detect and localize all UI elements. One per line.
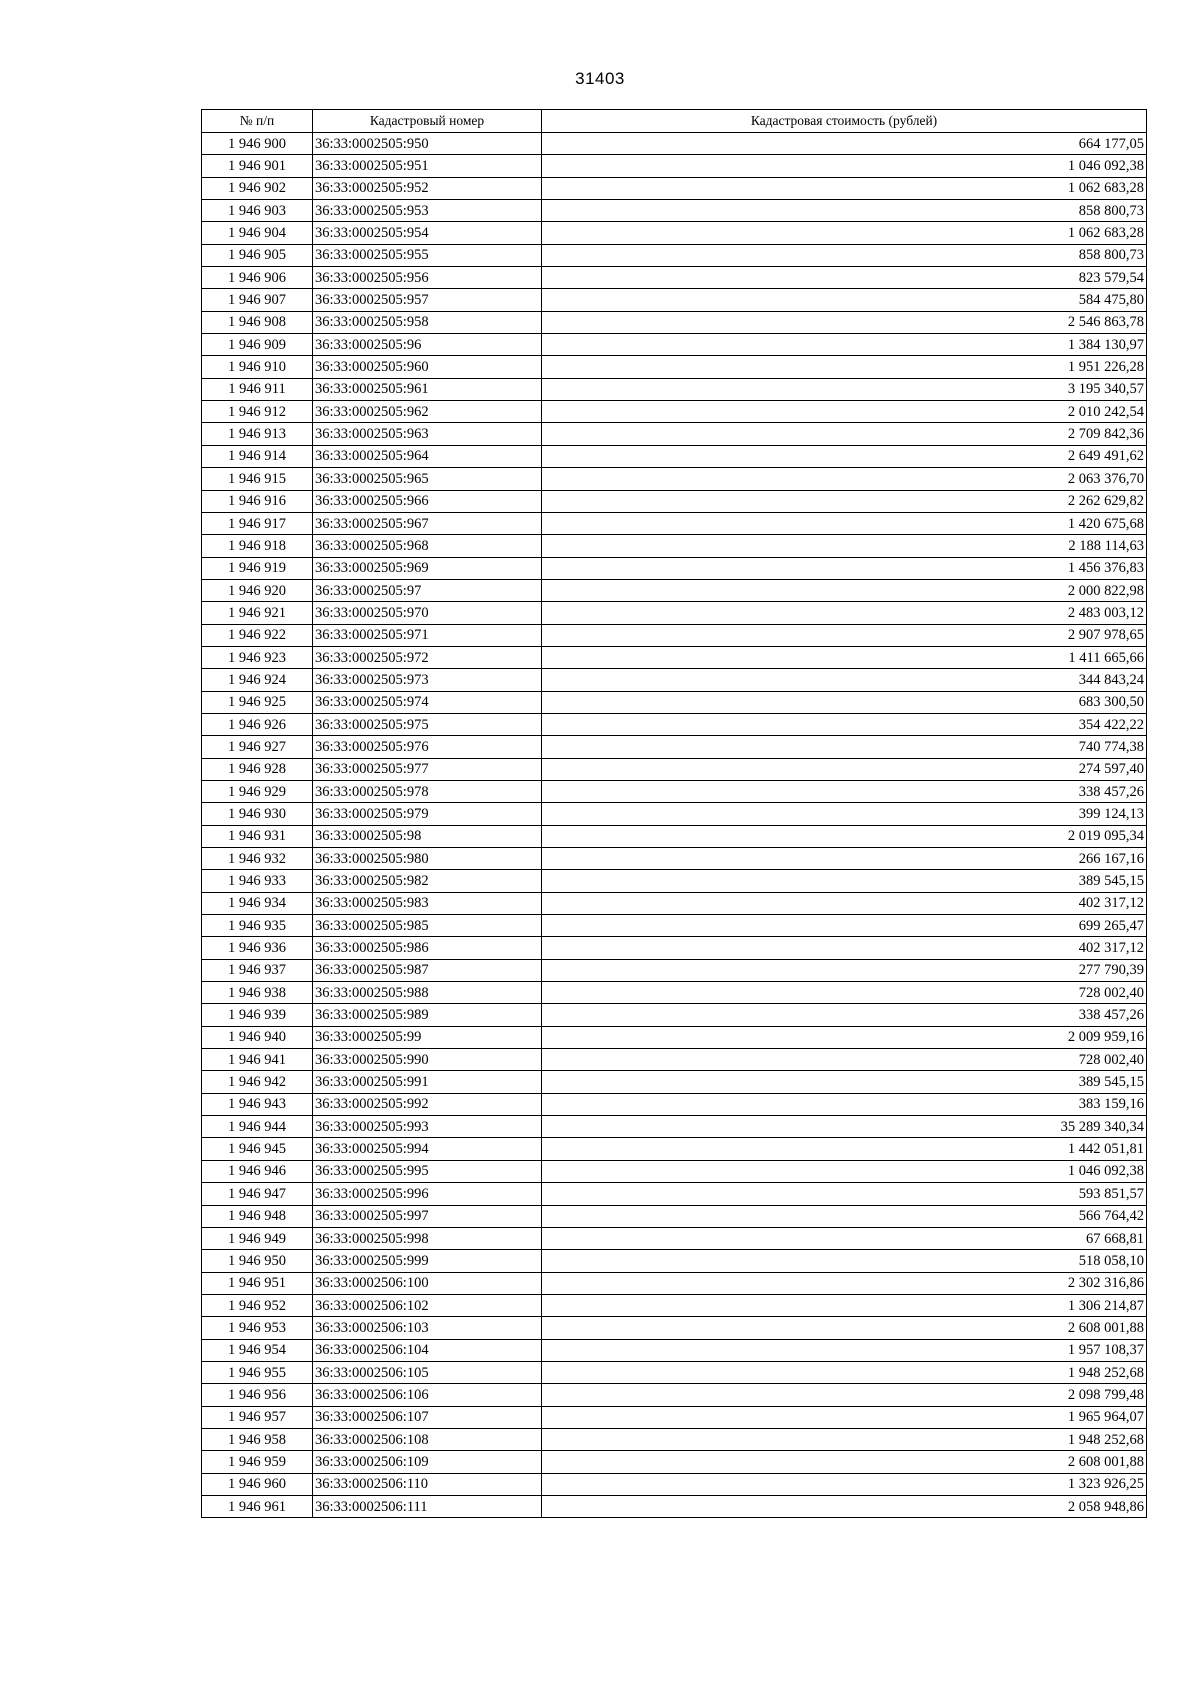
cadastral-number-cell: 36:33:0002506:108	[313, 1428, 542, 1450]
row-number-cell: 1 946 923	[202, 646, 313, 668]
cadastral-number-cell: 36:33:0002505:985	[313, 915, 542, 937]
row-number-cell: 1 946 924	[202, 669, 313, 691]
table-row	[202, 1071, 1147, 1093]
table-row	[202, 311, 1147, 333]
cadastral-value-cell: 2 302 316,86	[542, 1272, 1147, 1294]
cadastral-number-cell: 36:33:0002505:997	[313, 1205, 542, 1227]
cadastral-number-cell: 36:33:0002505:964	[313, 445, 542, 467]
row-number-cell: 1 946 909	[202, 334, 313, 356]
cadastral-number-cell: 36:33:0002505:958	[313, 311, 542, 333]
row-number-cell: 1 946 944	[202, 1116, 313, 1138]
cadastral-value-cell: 2 000 822,98	[542, 579, 1147, 601]
row-number-cell: 1 946 933	[202, 870, 313, 892]
row-number-cell: 1 946 916	[202, 490, 313, 512]
table-row	[202, 468, 1147, 490]
cadastral-value-cell: 1 957 108,37	[542, 1339, 1147, 1361]
row-number-cell: 1 946 931	[202, 825, 313, 847]
table-row	[202, 1406, 1147, 1428]
table-row	[202, 289, 1147, 311]
table-row	[202, 177, 1147, 199]
cadastral-number-cell: 36:33:0002506:111	[313, 1495, 542, 1517]
table-row	[202, 915, 1147, 937]
cadastral-value-cell: 2 019 095,34	[542, 825, 1147, 847]
cadastral-number-cell: 36:33:0002505:988	[313, 982, 542, 1004]
table-row	[202, 512, 1147, 534]
row-number-cell: 1 946 929	[202, 780, 313, 802]
row-number-cell: 1 946 907	[202, 289, 313, 311]
cadastral-number-cell: 36:33:0002505:957	[313, 289, 542, 311]
row-number-cell: 1 946 908	[202, 311, 313, 333]
table-row	[202, 1049, 1147, 1071]
cadastral-value-cell: 344 843,24	[542, 669, 1147, 691]
row-number-cell: 1 946 920	[202, 579, 313, 601]
cadastral-value-cell: 728 002,40	[542, 982, 1147, 1004]
table-row	[202, 1294, 1147, 1316]
row-number-cell: 1 946 947	[202, 1183, 313, 1205]
cadastral-value-cell: 2 608 001,88	[542, 1451, 1147, 1473]
row-number-cell: 1 946 938	[202, 982, 313, 1004]
table-row	[202, 646, 1147, 668]
cadastral-value-cell: 2 188 114,63	[542, 535, 1147, 557]
cadastral-number-cell: 36:33:0002505:952	[313, 177, 542, 199]
cadastral-value-cell: 858 800,73	[542, 200, 1147, 222]
cadastral-value-cell: 2 009 959,16	[542, 1026, 1147, 1048]
table-row	[202, 691, 1147, 713]
row-number-cell: 1 946 918	[202, 535, 313, 557]
table-row	[202, 1495, 1147, 1517]
cadastral-number-cell: 36:33:0002505:971	[313, 624, 542, 646]
cadastral-number-cell: 36:33:0002505:994	[313, 1138, 542, 1160]
cadastral-value-cell: 338 457,26	[542, 780, 1147, 802]
table-row	[202, 155, 1147, 177]
row-number-cell: 1 946 905	[202, 244, 313, 266]
cadastral-number-cell: 36:33:0002505:999	[313, 1250, 542, 1272]
cadastral-number-cell: 36:33:0002505:967	[313, 512, 542, 534]
row-number-cell: 1 946 941	[202, 1049, 313, 1071]
cadastral-number-cell: 36:33:0002505:96	[313, 334, 542, 356]
cadastral-number-cell: 36:33:0002505:962	[313, 401, 542, 423]
cadastral-value-cell: 728 002,40	[542, 1049, 1147, 1071]
cadastral-value-cell: 35 289 340,34	[542, 1116, 1147, 1138]
table-row	[202, 758, 1147, 780]
cadastral-value-cell: 2 709 842,36	[542, 423, 1147, 445]
cadastral-number-cell: 36:33:0002505:97	[313, 579, 542, 601]
cadastral-number-cell: 36:33:0002505:990	[313, 1049, 542, 1071]
table-row	[202, 423, 1147, 445]
cadastral-number-cell: 36:33:0002505:955	[313, 244, 542, 266]
table-row	[202, 848, 1147, 870]
table-row	[202, 1451, 1147, 1473]
cadastral-number-cell: 36:33:0002506:107	[313, 1406, 542, 1428]
row-number-cell: 1 946 960	[202, 1473, 313, 1495]
cadastral-number-cell: 36:33:0002505:991	[313, 1071, 542, 1093]
table-row	[202, 1272, 1147, 1294]
cadastral-value-cell: 1 384 130,97	[542, 334, 1147, 356]
cadastral-value-cell: 699 265,47	[542, 915, 1147, 937]
cadastral-value-cell: 402 317,12	[542, 892, 1147, 914]
cadastral-value-cell: 2 058 948,86	[542, 1495, 1147, 1517]
cadastral-number-cell: 36:33:0002505:972	[313, 646, 542, 668]
table-row	[202, 1250, 1147, 1272]
cadastral-number-cell: 36:33:0002505:963	[313, 423, 542, 445]
cadastral-number-cell: 36:33:0002505:975	[313, 713, 542, 735]
row-number-cell: 1 946 903	[202, 200, 313, 222]
cadastral-value-cell: 274 597,40	[542, 758, 1147, 780]
cadastral-value-cell: 1 442 051,81	[542, 1138, 1147, 1160]
table-row	[202, 356, 1147, 378]
table-row	[202, 267, 1147, 289]
table-row	[202, 1227, 1147, 1249]
cadastral-value-cell: 1 046 092,38	[542, 1160, 1147, 1182]
row-number-cell: 1 946 921	[202, 602, 313, 624]
table-row	[202, 1093, 1147, 1115]
cadastral-number-cell: 36:33:0002505:998	[313, 1227, 542, 1249]
cadastral-value-cell: 3 195 340,57	[542, 378, 1147, 400]
cadastral-number-cell: 36:33:0002505:976	[313, 736, 542, 758]
row-number-cell: 1 946 902	[202, 177, 313, 199]
row-number-cell: 1 946 913	[202, 423, 313, 445]
table-row	[202, 401, 1147, 423]
table-row	[202, 892, 1147, 914]
cadastral-value-cell: 1 062 683,28	[542, 177, 1147, 199]
header-cadastral-number: Кадастровый номер	[313, 110, 542, 133]
row-number-cell: 1 946 900	[202, 133, 313, 155]
row-number-cell: 1 946 904	[202, 222, 313, 244]
row-number-cell: 1 946 943	[202, 1093, 313, 1115]
cadastral-value-cell: 2 649 491,62	[542, 445, 1147, 467]
cadastral-number-cell: 36:33:0002505:982	[313, 870, 542, 892]
row-number-cell: 1 946 932	[202, 848, 313, 870]
cadastral-value-cell: 2 098 799,48	[542, 1384, 1147, 1406]
cadastral-value-cell: 566 764,42	[542, 1205, 1147, 1227]
cadastral-value-cell: 399 124,13	[542, 803, 1147, 825]
row-number-cell: 1 946 954	[202, 1339, 313, 1361]
row-number-cell: 1 946 922	[202, 624, 313, 646]
cadastral-number-cell: 36:33:0002505:950	[313, 133, 542, 155]
cadastral-number-cell: 36:33:0002505:986	[313, 937, 542, 959]
table-row	[202, 624, 1147, 646]
cadastral-number-cell: 36:33:0002506:106	[313, 1384, 542, 1406]
cadastral-number-cell: 36:33:0002505:970	[313, 602, 542, 624]
cadastral-value-cell: 518 058,10	[542, 1250, 1147, 1272]
table-row	[202, 669, 1147, 691]
row-number-cell: 1 946 959	[202, 1451, 313, 1473]
cadastral-number-cell: 36:33:0002506:102	[313, 1294, 542, 1316]
row-number-cell: 1 946 948	[202, 1205, 313, 1227]
row-number-cell: 1 946 911	[202, 378, 313, 400]
table-row	[202, 200, 1147, 222]
cadastral-number-cell: 36:33:0002505:956	[313, 267, 542, 289]
cadastral-value-cell: 2 010 242,54	[542, 401, 1147, 423]
cadastral-number-cell: 36:33:0002506:109	[313, 1451, 542, 1473]
row-number-cell: 1 946 912	[202, 401, 313, 423]
cadastral-number-cell: 36:33:0002505:989	[313, 1004, 542, 1026]
table-header-row	[202, 110, 1147, 133]
cadastral-number-cell: 36:33:0002505:987	[313, 959, 542, 981]
cadastral-value-cell: 1 420 675,68	[542, 512, 1147, 534]
cadastral-number-cell: 36:33:0002506:110	[313, 1473, 542, 1495]
cadastral-value-cell: 740 774,38	[542, 736, 1147, 758]
cadastral-number-cell: 36:33:0002505:953	[313, 200, 542, 222]
cadastral-number-cell: 36:33:0002505:965	[313, 468, 542, 490]
cadastral-value-table	[201, 109, 1147, 1518]
row-number-cell: 1 946 949	[202, 1227, 313, 1249]
table-row	[202, 1183, 1147, 1205]
row-number-cell: 1 946 950	[202, 1250, 313, 1272]
table-row	[202, 1160, 1147, 1182]
row-number-cell: 1 946 951	[202, 1272, 313, 1294]
row-number-cell: 1 946 934	[202, 892, 313, 914]
cadastral-number-cell: 36:33:0002505:995	[313, 1160, 542, 1182]
header-row-number: № п/п	[202, 110, 313, 133]
cadastral-number-cell: 36:33:0002505:960	[313, 356, 542, 378]
row-number-cell: 1 946 936	[202, 937, 313, 959]
cadastral-value-cell: 402 317,12	[542, 937, 1147, 959]
row-number-cell: 1 946 961	[202, 1495, 313, 1517]
table-row	[202, 133, 1147, 155]
cadastral-value-cell: 1 323 926,25	[542, 1473, 1147, 1495]
cadastral-value-cell: 1 951 226,28	[542, 356, 1147, 378]
cadastral-value-cell: 1 965 964,07	[542, 1406, 1147, 1428]
row-number-cell: 1 946 915	[202, 468, 313, 490]
table-row	[202, 579, 1147, 601]
table-row	[202, 1384, 1147, 1406]
table-row	[202, 490, 1147, 512]
cadastral-value-cell: 389 545,15	[542, 870, 1147, 892]
cadastral-value-cell: 683 300,50	[542, 691, 1147, 713]
cadastral-value-cell: 1 062 683,28	[542, 222, 1147, 244]
table-row	[202, 1473, 1147, 1495]
cadastral-number-cell: 36:33:0002505:98	[313, 825, 542, 847]
cadastral-number-cell: 36:33:0002505:980	[313, 848, 542, 870]
table-row	[202, 825, 1147, 847]
table-row	[202, 1116, 1147, 1138]
cadastral-value-cell: 277 790,39	[542, 959, 1147, 981]
cadastral-value-cell: 2 907 978,65	[542, 624, 1147, 646]
cadastral-value-cell: 2 483 003,12	[542, 602, 1147, 624]
row-number-cell: 1 946 914	[202, 445, 313, 467]
row-number-cell: 1 946 956	[202, 1384, 313, 1406]
cadastral-value-cell: 584 475,80	[542, 289, 1147, 311]
table-row	[202, 1138, 1147, 1160]
table-row	[202, 1361, 1147, 1383]
row-number-cell: 1 946 957	[202, 1406, 313, 1428]
cadastral-value-cell: 823 579,54	[542, 267, 1147, 289]
table-row	[202, 870, 1147, 892]
table-row	[202, 1205, 1147, 1227]
table-row	[202, 959, 1147, 981]
cadastral-value-cell: 2 063 376,70	[542, 468, 1147, 490]
cadastral-value-cell: 1 411 665,66	[542, 646, 1147, 668]
row-number-cell: 1 946 940	[202, 1026, 313, 1048]
table-row	[202, 445, 1147, 467]
table-row	[202, 713, 1147, 735]
cadastral-value-cell: 593 851,57	[542, 1183, 1147, 1205]
cadastral-number-cell: 36:33:0002505:983	[313, 892, 542, 914]
cadastral-value-cell: 1 306 214,87	[542, 1294, 1147, 1316]
table-row	[202, 378, 1147, 400]
row-number-cell: 1 946 906	[202, 267, 313, 289]
table-row	[202, 937, 1147, 959]
cadastral-value-cell: 389 545,15	[542, 1071, 1147, 1093]
cadastral-value-cell: 2 546 863,78	[542, 311, 1147, 333]
row-number-cell: 1 946 925	[202, 691, 313, 713]
row-number-cell: 1 946 953	[202, 1317, 313, 1339]
table-row	[202, 222, 1147, 244]
table-row	[202, 557, 1147, 579]
cadastral-number-cell: 36:33:0002506:100	[313, 1272, 542, 1294]
cadastral-number-cell: 36:33:0002505:977	[313, 758, 542, 780]
table-row	[202, 1026, 1147, 1048]
row-number-cell: 1 946 928	[202, 758, 313, 780]
cadastral-number-cell: 36:33:0002505:961	[313, 378, 542, 400]
cadastral-number-cell: 36:33:0002506:103	[313, 1317, 542, 1339]
cadastral-value-cell: 266 167,16	[542, 848, 1147, 870]
row-number-cell: 1 946 910	[202, 356, 313, 378]
table-row	[202, 602, 1147, 624]
table-body	[202, 133, 1147, 1518]
row-number-cell: 1 946 952	[202, 1294, 313, 1316]
row-number-cell: 1 946 930	[202, 803, 313, 825]
table-row	[202, 1004, 1147, 1026]
cadastral-number-cell: 36:33:0002505:979	[313, 803, 542, 825]
row-number-cell: 1 946 946	[202, 1160, 313, 1182]
cadastral-value-cell: 858 800,73	[542, 244, 1147, 266]
row-number-cell: 1 946 955	[202, 1361, 313, 1383]
cadastral-value-cell: 67 668,81	[542, 1227, 1147, 1249]
table-row	[202, 535, 1147, 557]
cadastral-number-cell: 36:33:0002505:973	[313, 669, 542, 691]
cadastral-number-cell: 36:33:0002505:978	[313, 780, 542, 802]
cadastral-value-cell: 1 456 376,83	[542, 557, 1147, 579]
cadastral-number-cell: 36:33:0002505:99	[313, 1026, 542, 1048]
cadastral-number-cell: 36:33:0002505:969	[313, 557, 542, 579]
table-row	[202, 736, 1147, 758]
cadastral-number-cell: 36:33:0002505:974	[313, 691, 542, 713]
cadastral-value-cell: 2 608 001,88	[542, 1317, 1147, 1339]
row-number-cell: 1 946 926	[202, 713, 313, 735]
page-number: 31403	[575, 69, 625, 88]
row-number-cell: 1 946 945	[202, 1138, 313, 1160]
cadastral-value-cell: 664 177,05	[542, 133, 1147, 155]
table-row	[202, 334, 1147, 356]
cadastral-number-cell: 36:33:0002505:992	[313, 1093, 542, 1115]
row-number-cell: 1 946 917	[202, 512, 313, 534]
table-row	[202, 780, 1147, 802]
row-number-cell: 1 946 919	[202, 557, 313, 579]
cadastral-number-cell: 36:33:0002506:104	[313, 1339, 542, 1361]
table-row	[202, 244, 1147, 266]
row-number-cell: 1 946 958	[202, 1428, 313, 1450]
row-number-cell: 1 946 939	[202, 1004, 313, 1026]
row-number-cell: 1 946 935	[202, 915, 313, 937]
cadastral-value-cell: 354 422,22	[542, 713, 1147, 735]
cadastral-value-cell: 1 046 092,38	[542, 155, 1147, 177]
cadastral-value-cell: 1 948 252,68	[542, 1361, 1147, 1383]
row-number-cell: 1 946 942	[202, 1071, 313, 1093]
cadastral-number-cell: 36:33:0002505:951	[313, 155, 542, 177]
table-row	[202, 1317, 1147, 1339]
header-cadastral-value: Кадастровая стоимость (рублей)	[542, 110, 1147, 133]
row-number-cell: 1 946 927	[202, 736, 313, 758]
cadastral-value-cell: 338 457,26	[542, 1004, 1147, 1026]
cadastral-number-cell: 36:33:0002505:993	[313, 1116, 542, 1138]
table-row	[202, 803, 1147, 825]
cadastral-value-cell: 2 262 629,82	[542, 490, 1147, 512]
cadastral-number-cell: 36:33:0002505:996	[313, 1183, 542, 1205]
row-number-cell: 1 946 937	[202, 959, 313, 981]
row-number-cell: 1 946 901	[202, 155, 313, 177]
cadastral-number-cell: 36:33:0002505:966	[313, 490, 542, 512]
table-row	[202, 1339, 1147, 1361]
table-row	[202, 982, 1147, 1004]
cadastral-number-cell: 36:33:0002506:105	[313, 1361, 542, 1383]
cadastral-value-cell: 1 948 252,68	[542, 1428, 1147, 1450]
cadastral-number-cell: 36:33:0002505:954	[313, 222, 542, 244]
cadastral-number-cell: 36:33:0002505:968	[313, 535, 542, 557]
table-row	[202, 1428, 1147, 1450]
cadastral-value-cell: 383 159,16	[542, 1093, 1147, 1115]
